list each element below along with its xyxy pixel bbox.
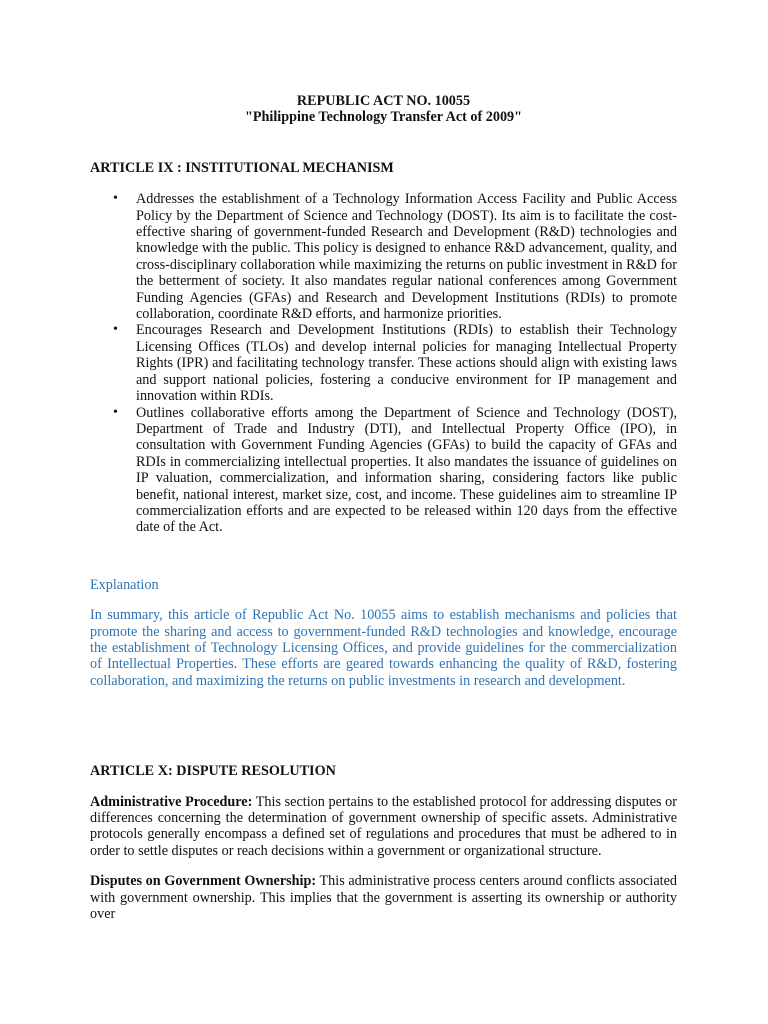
article-ix-bullet-list — [90, 191, 677, 536]
bullet-item — [90, 191, 677, 322]
document-content — [90, 93, 677, 922]
paragraph-label: Disputes on Government Ownership: — [90, 873, 317, 890]
bullet-text: Encourages Research and Development Institutions (RDIs) to establish their Technology Licensing Offices (TLOs) and develop internal policies for managing Intellectual Property Rights (IPR) and facilitating technology transfer. These actions should align with existing laws and support national policies, fostering a conducive environment for IP management and innovation within RDIs. — [136, 322, 677, 405]
bullet-text: Outlines collaborative efforts among the Department of Science and Technology (DOST), Department of Trade and Industry (DTI), and Intellectual Property Office (IPO), in consultation with Government Funding Agencies (GFAs) to build the capacity of GFAs and RDIs in commercializing intellectual properties. It also mandates the issuance of guidelines on IP valuation, commercialization, and information sharing, considering factors like public benefit, national interest, market size, cost, and income. These guidelines aim to streamline IP commercialization efforts and are expected to be released within 120 days from the effective date of the Act. — [136, 404, 677, 536]
paragraph-text: This section pertains to the established protocol for addressing disputes or differences concerning the determination of government ownership of specific assets. Administrative protocols generally encompass a defined set of regulations and procedures that must be adhered to in order to settle disputes or reach decisions within a government or organizational structure. — [90, 793, 678, 859]
bullet-icon: • — [113, 322, 118, 338]
administrative-procedure-paragraph — [90, 794, 677, 860]
article-x-heading: ARTICLE X: DISPUTE RESOLUTION — [90, 763, 336, 780]
document-subtitle: "Philippine Technology Transfer Act of 2009" — [244, 109, 523, 126]
bullet-icon: • — [113, 404, 118, 420]
paragraph-label: Administrative Procedure: — [90, 793, 253, 810]
disputes-government-ownership-paragraph — [90, 873, 677, 922]
bullet-item — [90, 405, 677, 536]
explanation-heading: Explanation — [90, 576, 159, 593]
explanation-body: In summary, this article of Republic Act No. 10055 aims to establish mechanisms and policies that promote the sharing and access to government-funded R&D technologies and knowledge, encourage the establishment of Technology Licensing Offices, and provide guidelines for the commercialization of Intellectual Properties. These efforts are geared towards enhancing the quality of R&D, fostering collaboration, and maximizing the returns on public investments in research and development. — [90, 607, 677, 689]
bullet-icon: • — [113, 191, 118, 207]
paragraph-text: This administrative process centers around conflicts associated with government ownership. This implies that the government is asserting its ownership or authority over — [90, 873, 677, 923]
document-title: REPUBLIC ACT NO. 10055 — [296, 93, 471, 109]
article-ix-heading: ARTICLE IX : INSTITUTIONAL MECHANISM — [90, 159, 394, 176]
bullet-item — [90, 322, 677, 404]
bullet-text: Addresses the establishment of a Technology Information Access Facility and Public Access Policy by the Department of Science and Technology (DOST). Its aim is to facilitate the cost-effective sharing of government-funded Research and Development (R&D) technologies and knowledge with the public. This policy is designed to enhance R&D advancement, quality, and cross-disciplinary collaboration while maximizing the returns on public investment in R&D for the betterment of society. It also mandates regular national conferences among Government Funding Agencies (GFAs) and Research and Development Institutions (RDIs) to promote collaboration, coordinate R&D efforts, and harmonize priorities. — [136, 191, 677, 323]
